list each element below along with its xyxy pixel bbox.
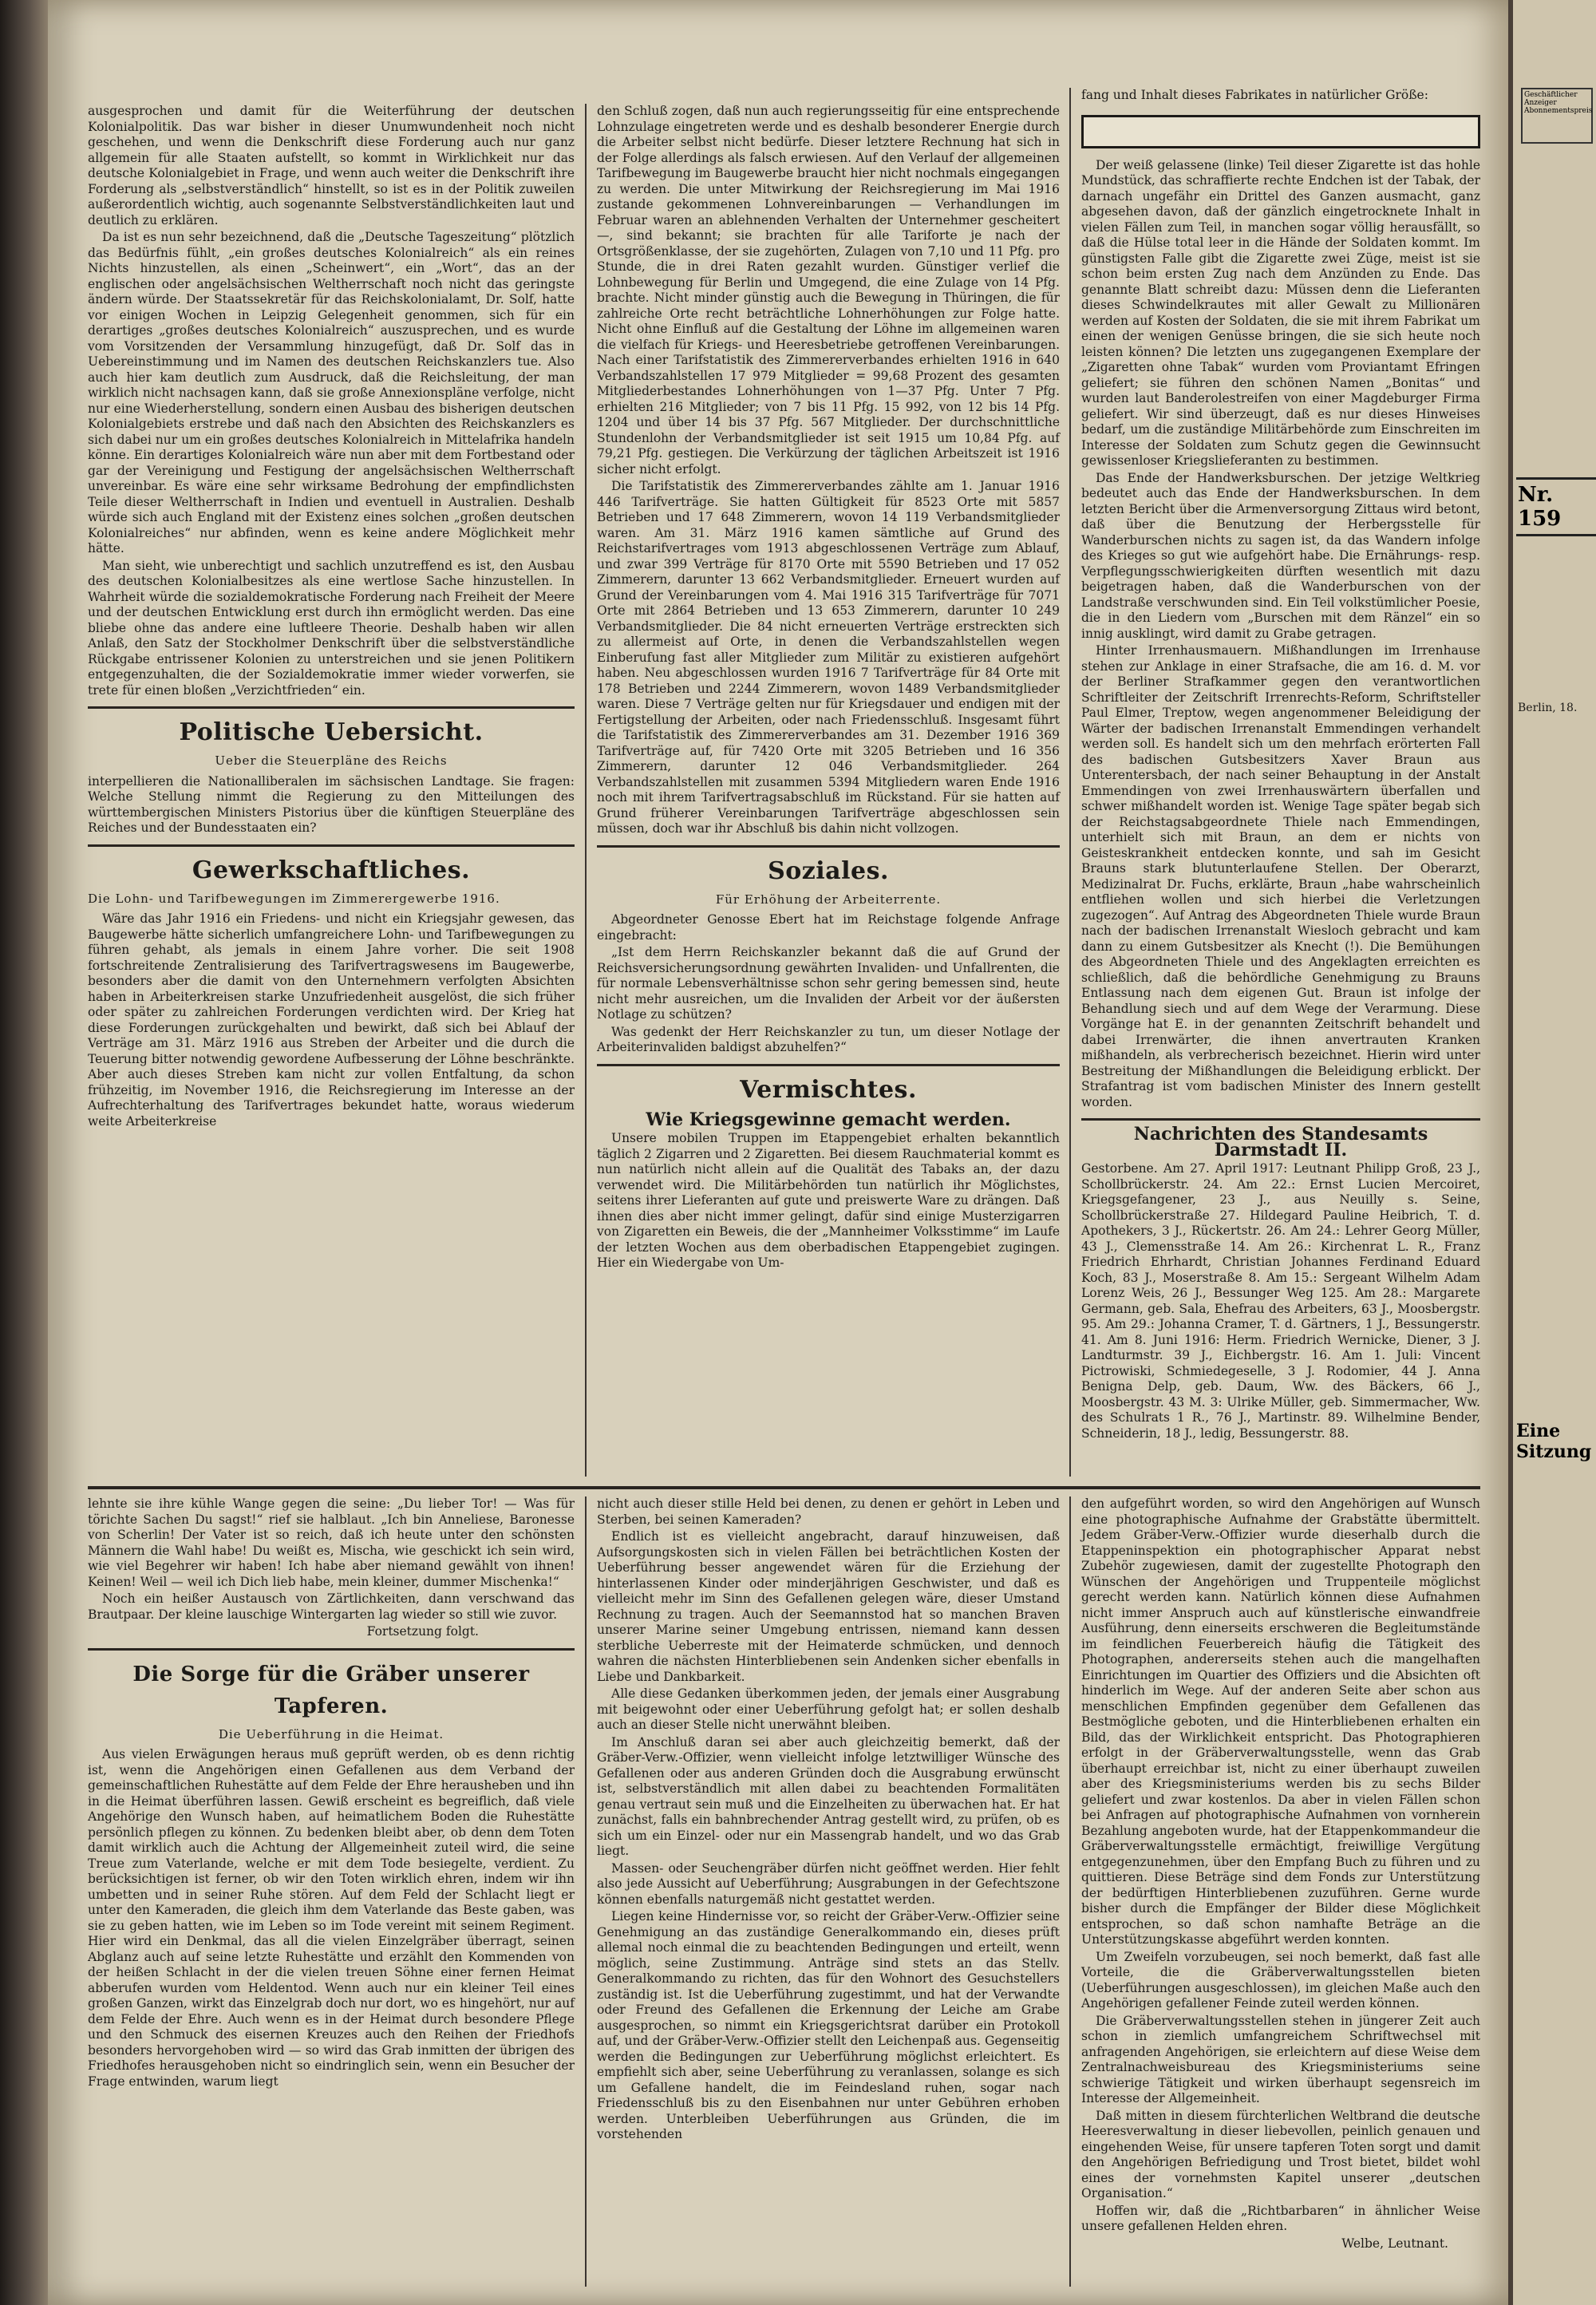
article-text: Endlich ist es vielleicht angebracht, darauf hinzuweisen, daß Aufsorgungskosten sich in vielen Fällen bei beträchtlichen Kosten der Ueberführung besser angewendet wären für die Erziehung der hinterlassenen Kinder oder minderjährigen Geschwister, und daß es vielleicht mehr im Sinn des Gefallenen gelegen wäre, dieser Umstand Rechnung zu tragen. Auch der Seemannstod hat so manchen Braven unserer Marine seiner Umgebung entrissen, niemand kann dessen sterbliche Ueberreste mit der Heimaterde schmücken, und dennoch wahren die nächsten Hinterbliebenen sein Andenken sicher ebenfalls in Liebe und Dankbarkeit. <box>597 1529 1060 1684</box>
column-divider <box>1069 1496 1071 2287</box>
article-text: Was gedenkt der Herr Reichskanzler zu tun, um dieser Notlage der Arbeiterinvaliden baldigst abzuhelfen?“ <box>597 1024 1060 1054</box>
author-signature: Welbe, Leutnant. <box>1341 2236 1448 2251</box>
divider <box>88 706 575 709</box>
article-text: Die Tarifstatistik des Zimmererverbandes zählte am 1. Januar 1916 446 Tarifverträge. Sie hatten Gültigkeit für 8523 Orte mit 5857 Betrieben und 17 648 Zimmerern, wovon 14 119 Verbandsmitglieder waren. Am 31. März 1916 kamen sämtliche auf Grund des Reichstarifvertrages vom 1913 abgeschlossenen Verträge zum Ablauf, und zwar 399 Verträge für 8170 Orte mit 5590 Betrieben und 17 052 Zimmerern, darunter 13 662 Verbandsmitglieder. Erneuert wurden auf Grund der Vereinbarungen vom 4. Mai 1916 315 Tarifverträge für 7071 Orte mit 2864 Betrieben und 13 653 Zimmerern, darunter 10 249 Verbandsmitglieder. Die 84 nicht erneuerten Verträge erstreckten sich zu allermeist auf Orte, in denen die Verbandszahlstellen wegen Einberufung fast aller Mitglieder zum Militär zu existieren aufgehört haben. Neu abgeschlossen wurden 1916 7 Tarifverträge für 84 Orte mit 178 Betrieben und 2244 Zimmerern, wovon 1489 Verbandsmitglieder waren. Diese 7 Verträge gelten nur für Kriegsdauer und endigen mit der Fertigstellung der Arbeiten, oder nach Friedensschluß. Insgesamt führt die Tarifstatistik des Zimmererverbandes am 31. Dezember 1916 369 Tarifverträge auf, für 7420 Orte mit 3205 Betrieben und 16 356 Zimmerern, darunter 12 046 Verbandsmitglieder. 264 Verbandszahlstellen mit zusammen 5394 Mitgliedern waren Ende 1916 noch mit ihrem Tarifvertragsabschluß im Rückstand. Für sie hatten auf Grund früherer Vereinbarungen Tarifverträge abgeschlossen sein müssen, doch war ihr Abschluß bis dahin nicht vollzogen. <box>597 479 1060 836</box>
section-heading-standesamt: Nachrichten des Standesamts Darmstadt II. <box>1133 1124 1428 1160</box>
article-text: Man sieht, wie unberechtigt und sachlich unzutreffend es ist, den Ausbau des deutschen Kolonialbesitzes als eine wertlose Sache hinzustellen. In Wahrheit würde die sozialdemokratische Forderung nach Freiheit der Meere und der deutschen Entwicklung erst durch ihn ermöglicht werden. Das eine bliebe ohne das andere eine luftleere Theorie. Deshalb haben wir allen Anlaß, den Satz der Stockholmer Denkschrift über die selbstverständliche Rückgabe entrissener Kolonien zu unterstreichen und sie jenen Politikern entgegenzuhalten, die der Sozialdemokratie immer wieder vorwerfen, sie trete für einen bloßen „Verzichtfrieden“ ein. <box>88 558 575 698</box>
issue-number: Nr. 159 <box>1516 477 1596 536</box>
article-text: Der weiß gelassene (linke) Teil dieser Zigarette ist das hohle Mundstück, das schraffierte rechte Endchen ist der Tabak, der darnach ungefähr ein Drittel des Ganzen ausmacht, ganz abgesehen davon, daß der gänzlich eingetrocknete Inhalt in vielen Fällen zum Teil, in manchen sogar völlig herausfällt, so daß die Hülse total leer in die Hände der Soldaten kommt. Im günstigsten Falle gibt die Zigarette zwei Züge, meist ist sie schon beim ersten Zug nach dem Anzünden zu Ende. Das genannte Blatt schreibt dazu: Müssen denn die Lieferanten dieses Schwindelkrautes mit aller Gewalt zu Millionären werden auf Kosten der Soldaten, die sie mit ihrem Fabrikat um einen der wenigen Genüsse bringen, die sie sich heute noch leisten können? Die letzten uns zugegangenen Exemplare der „Zigaretten ohne Tabak“ wurden vom Proviantamt Efringen geliefert; sie führen den schönen Namen „Bonitas“ und wurden laut Banderolestreifen von einer Magdeburger Firma geliefert. Wir sind überzeugt, daß es nur dieses Hinweises bedarf, um die zuständige Militärbehörde zum Einschreiten im Interesse der Soldaten zum Schutz gegen die Gewinnsucht gewissenloser Kriegslieferanten zu bestimmen. <box>1081 157 1480 468</box>
section-heading-gewerkschaft: Gewerkschaftliches. <box>192 856 471 884</box>
article-text: Die Gräberverwaltungsstellen stehen in jüngerer Zeit auch schon in ziemlich umfangreichem Schriftwechsel mit anfragenden Angehörigen, sie erleichtern auf diese Weise dem Zentralnachweisbureau des Kriegsministeriums seine schwierige Tätigkeit und wirken überhaupt segensreich im Interesse der Allgemeinheit. <box>1081 2013 1480 2105</box>
divider <box>597 845 1060 848</box>
article-text: Aus vielen Erwägungen heraus muß geprüft werden, ob es denn richtig ist, wenn die Angehörigen einen Gefallenen aus dem Verband der gemeinschaftlichen Ruhestätte auf dem Felde der Ehre herausheben und ihn in die Heimat überführen lassen. Gewiß erscheint es begreiflich, daß viele Angehörige den Wunsch haben, auf heimatlichem Boden die Ruhestätte persönlich pflegen zu können. Zu bedenken bleibt aber, ob denn dem Toten damit wirklich auch die Achtung der Allgemeinheit zuteil wird, die seine Treue zum Vaterlande, welche er mit dem Tode besiegelte, verdient. Zu berücksichtigen ist ferner, ob wir den Toten wirklich ehren, indem wir ihn umbetten und in seiner Ruhe stören. Auf dem Feld der Schlacht liegt er unter den Kameraden, die gleich ihm dem Vaterlande das Beste gaben, was sie zu geben hatten, wie im Leben so im Tode vereint mit seinem Regiment. Hier wird ein Denkmal, das all die vielen Einzelgräber überragt, seinen Abglanz auch auf seine letzte Ruhestätte und erzählt den Kommenden von der heißen Schlacht in der die vielen treuen Söhne einer fernen Heimat abberufen wurden vom Heldentod. Wenn auch nur ein kleiner Teil eines großen Ganzen, wirkt das Einzelgrab doch nur dort, wo es hingehört, nur auf dem Felde der Ehre. Auch wenn es in der Heimat durch besondere Pflege und den Schmuck des eisernen Kreuzes auch den Reihen der Friedhofs besonders hervorgehoben wird — so wird das Grab inmitten der übrigen des Friedhofes herausgehoben nicht so eindringlich sein, wenn ein Besucher der Frage entwinden, warum liegt <box>88 1747 575 2089</box>
article-text: Das Ende der Handwerksburschen. Der jetzige Weltkrieg bedeutet auch das Ende der Handwerksburschen. In dem letzten Bericht über die Armenversorgung Zittaus wird betont, daß über die Benutzung der Herbergsstelle für Wanderburschen nichts zu sagen ist, da das Wandern infolge des Krieges so gut wie aufgehört habe. Die Ernährungs- resp. Verpflegungsschwierigkeiten dürften wesentlich mit dazu beigetragen haben, daß die Wanderburschen von der Landstraße verschwunden sind. Ein Teil volkstümlicher Poesie, die in den Liedern vom „Burschen mit dem Ränzel“ ein so innig ausklingt, wird damit zu Grabe getragen. <box>1081 470 1480 641</box>
lower-column-3 <box>1081 1496 1480 2252</box>
divider <box>88 844 575 847</box>
divider <box>88 1648 575 1651</box>
newspaper-page <box>48 0 1508 2305</box>
subheading: Die Ueberführung in die Heimat. <box>218 1726 444 1742</box>
subheading: Für Erhöhung der Arbeiterrente. <box>715 892 942 907</box>
article-text: interpellieren die Nationalliberalen im sächsischen Landtage. Sie fragen: Welche Stellung nimmt die Regierung zu den Mitteilungen des württembergischen Ministers Pistorius über die künftigen Steuerpläne des Reiches und der Bundesstaaten ein? <box>88 773 575 835</box>
article-text: Wäre das Jahr 1916 ein Friedens- und nicht ein Kriegsjahr gewesen, das Baugewerbe hätte sicherlich umfangreichere Lohn- und Tarifbewegungen zu führen gehabt, als jemals in einem Jahre vorher. Die seit 1908 fortschreitende Zentralisierung des Tarifvertragswesens im Baugewerbe, besonders aber die damit von den Unternehmern verfolgten Absichten haben in Arbeiterkreisen starke Unzufriedenheit ausgelöst, die sich früher oder später zu zahlreichen Forderungen verdichten wird. Der Krieg hat diese Forderungen zurückgehalten und bewirkt, daß sich bei Ablauf der Verträge am 31. März 1916 aus Streben der Arbeiter und die durch die Teuerung bitter notwendig gewordene Aufbesserung der Löhne beschränkte. Aber auch dieses Streben kam nicht zur vollen Entfaltung, da schon frühzeitig, im November 1916, die Reichsregierung im Interesse an der Aufrechterhaltung des Tarifvertrages bekundet hatte, woraus wiederum weite Arbeiterkreise <box>88 911 575 1129</box>
article-text: ausgesprochen und damit für die Weiterführung der deutschen Kolonialpolitik. Das war bisher in dieser Unumwundenheit noch nicht geschehen, und wenn die Denkschrift diese Forderung auch nur ganz allgemein für alle Staaten aufstellt, so kommt in Wirklichkeit nur das deutsche Kolonialgebiet in Frage, und wenn auch weiter die Denkschrift ihre Forderung als „selbstverständlich“ hinstellt, so ist es in der Politik zuweilen außerordentlich wichtig, auch sogenannte Selbstverständlichkeiten laut und deutlich zu erklären. <box>88 104 575 227</box>
divider <box>597 1064 1060 1066</box>
cigarette-illustration <box>1081 115 1480 148</box>
article-text: den aufgeführt worden, so wird den Angehörigen auf Wunsch eine photographische Aufnahme der Grabstätte übermittelt. Jedem Gräber-Verw.-Offizier wurde dieserhalb durch die Etappeninspektion ein photographischer Apparat nebst Zubehör zugewiesen, damit der zugestellte Photograph den Wünschen der Angehörigen und Truppenteile möglichst gerecht werden kann. Natürlich können diese Aufnahmen nicht immer Anspruch auch auf künstlerische einwandfreie Ausführung, denn einerseits erschweren die Begleitumstände im feindlichen Feuerbereich häufig die Tätigkeit des Photographen, andererseits stehen auch die mangelhaften Einrichtungen im Quartier des Offiziers und die Absichten oft hinderlich im Wege. Auf der anderen Seite aber schon aus menschlichen Empfinden gegenüber dem Gefallenen das Bestmögliche geboten, und die Hinterbliebenen erhalten ein Bild, das der Wirklichkeit entspricht. Das Photographieren erfolgt in der Gräberverwaltungsstelle, wenn das Grab überhaupt erreichbar ist, nicht zu einer überhaupt zuweilen aber des Kriegsministeriums werden bis zu sechs Bilder geliefert und zwar kostenlos. Da aber in vielen Fällen schon bei Anfragen auf photographische Aufnahmen von vornherein Bezahlung angeboten wurde, hat der Etappenkommandeur die Gräberverwaltungsstelle ermächtigt, freiwillige Vergütung entgegenzunehmen, über den Empfang Buch zu führen und zu quittieren. Diese Beträge sind dem Fonds zur Unterstützung der bedürftigen Hinterbliebenen zuzuführen. Gerne wurde bisher durch die Empfänger der Bilder diese Möglichkeit entsprochen, so daß schon namhafte Beträge an die Unterstützungskasse abgeführt werden konnten. <box>1081 1496 1480 1947</box>
adjacent-page <box>1508 0 1596 2305</box>
column-divider <box>585 104 587 1477</box>
article-text: Unsere mobilen Truppen im Etappengebiet erhalten bekanntlich täglich 2 Zigarren und 2 Zigaretten. Bei diesem Rauchmaterial kommt es nun natürlich nicht allein auf die Qualität des Tabaks an, der dazu verwendet wird. Die Militärbehörden tun natürlich ihr Möglichstes, seitens ihrer Lieferanten auf gute und preiswerte Ware zu drängen. Daß ihnen dies aber nicht immer gelingt, dafür sind einige Musterzigarren von Zigaretten ein Beweis, die der „Mannheimer Volksstimme“ im Laufe der letzten Wochen aus dem oberbadischen Etappengebiet zugingen. Hier ein Wiedergabe von Um- <box>597 1131 1060 1270</box>
column-divider <box>585 1496 587 2287</box>
subheading: Wie Kriegsgewinne gemacht werden. <box>646 1109 1011 1130</box>
article-text: Noch ein heißer Austausch von Zärtlichkeiten, dann verschwand das Brautpaar. Der kleine lauschige Wintergarten lag wieder so still wie zuvor. <box>88 1591 575 1622</box>
adjacent-page-box: Geschäftlicher Anzeiger Abonnementspreis <box>1521 88 1593 144</box>
article-text: Gestorbene. Am 27. April 1917: Leutnant Philipp Groß, 23 J., Schollbrückerstr. 24. Am 22.: Ernst Lucien Mercoiret, Kriegsgefangener, 23 J., aus Neuilly s. Seine, Schollbrückerstraße 27. Hildegard Pauline Heibrich, T. d. Apothekers, 3 J., Rückertstr. 26. Am 24.: Lehrer Georg Müller, 43 J., Clemensstraße 14. Am 26.: Kirchenrat L. R., Franz Friedrich Ehrhardt, Christian Johannes Ferdinand Eduard Koch, 83 J., Moserstraße 8. Am 15.: Sergeant Wilhelm Adam Lorenz Weis, 26 J., Bessunger Weg 125. Am 28.: Margarete Germann, geb. Sala, Ehefrau des Arbeiters, 63 J., Moosbergstr. 95. Am 29.: Johanna Cramer, T. d. Gärtners, 1 J., Bessungerstr. 41. Am 8. Juni 1916: Herm. Friedrich Wernicke, Diener, 3 J. Landturmstr. 39 J., Eichbergstr. 16. Am 1. Juli: Vincent Pictrowiski, Schmiedegeselle, 3 J. Rodomier, 44 J. Anna Benigna Delp, geb. Daum, Ww. des Bäckers, 66 J., Moosbergstr. 43 M. 3: Ulrike Müller, geb. Simmermacher, Ww. des Schulrats 1 R., 76 J., Martinstr. 89. Wilhelmine Bender, Schneiderin, 18 J., ledig, Bessungerstr. 88. <box>1081 1161 1480 1441</box>
article-text: Um Zweifeln vorzubeugen, sei noch bemerkt, daß fast alle Vorteile, die die Gräberverwaltungsstellen bieten (Ueberführungen ausgeschlossen), im gleichen Maße auch den Angehörigen gefallener Feinde zuteil werden können. <box>1081 1949 1480 2010</box>
article-text: Im Anschluß daran sei aber auch gleichzeitig bemerkt, daß der Gräber-Verw.-Offizier, wenn vielleicht infolge letztwilliger Wünsche des Gefallenen oder aus anderen Gründen doch die Ausgrabung erwünscht ist, selbstverständlich mit allen dabei zu beachtenden Formalitäten genau vertraut sein muß und die Einzelheiten zu überwachen hat. Er hat zunächst, falls ein bahnbrechender Antrag gestellt wird, zu prüfen, ob es sich um ein Einzel- oder nur ein Massengrab handelt, und wo das Grab liegt. <box>597 1734 1060 1858</box>
article-text: Hinter Irrenhausmauern. Mißhandlungen im Irrenhause stehen zur Anklage in einer Strafsache, die am 16. d. M. vor der Berliner Strafkammer gegen den verantwortlichen Schriftleiter der Zeitschrift Irrenrechts-Reform, Schriftsteller Paul Elmer, Treptow, wegen angenommener Beleidigung der Wärter der badischen Irrenanstalt Emmendingen verhandelt werden soll. Es handelt sich um den mehrfach erörterten Fall des badischen Gutsbesitzers Xaver Braun aus Unterentersbach, der nach seiner Behauptung in der Anstalt Emmendingen von zwei Irrenhauswärtern überfallen und schwer mißhandelt worden ist. Wenige Tage später begab sich der Reichstagsabgeordnete Thiele nach Emmendingen, unterhielt sich mit Braun, an dem er nichts von Geisteskrankheit entdecken konnte, und sah im Gesicht Brauns stark blutunterlaufene Stellen. Der Oberarzt, Medizinalrat Dr. Fuchs, erklärte, Braun „habe wahrscheinlich entfliehen wollen und sich hierbei die Verletzungen zugezogen“. Auf Antrag des Abgeordneten Thiele wurde Braun nach der badischen Irrenanstalt Wiesloch gebracht und kam dann zu einem Gutsbesitzer als Knecht (!). Die Bemühungen des Abgeordneten Thiele und des Angeklagten erreichten es schließlich, daß die behördliche Genehmigung zu Brauns Entlassung nach dem eigenen Gut. Braun ist infolge der Behandlung siech und auf dem Wege der Verarmung. Diese Vorgänge hat E. in der genannten Zeitschrift behandelt und dabei Irrenwärter, die ihnen anvertrauten Kranken mißhandeln, als verbrecherisch bezeichnet. Hierin wird unter Bestreitung der Mißhandlungen die Beleidigung erblickt. Der Strafantrag ist vom badischen Minister des Innern gestellt worden. <box>1081 643 1480 1109</box>
article-text: „Ist dem Herrn Reichskanzler bekannt daß die auf Grund der Reichsversicherungsordnung gewährten Invaliden- und Unfallrenten, die für normale Lebensverhältnisse schon sehr gering bemessen sind, heute nicht mehr ausreichen, um die Invaliden der Arbeit vor der äußersten Notlage zu schützen? <box>597 945 1060 1022</box>
section-heading-politik: Politische Uebersicht. <box>179 718 484 746</box>
article-text: Abgeordneter Genosse Ebert hat im Reichstage folgende Anfrage eingebracht: <box>597 912 1060 943</box>
continuation-note: Fortsetzung folgt. <box>366 1624 479 1639</box>
subheading: Ueber die Steuerpläne des Reichs <box>215 753 448 768</box>
article-text: Massen- oder Seuchengräber dürfen nicht geöffnet werden. Hier fehlt also jede Aussicht auf Ueberführung; Ausgrabungen in der Gefechtszone können ebenfalls naturgemäß nicht gestattet werden. <box>597 1860 1060 1907</box>
article-text: fang und Inhalt dieses Fabrikates in natürlicher Größe: <box>1081 88 1428 102</box>
book-binding-edge <box>0 0 48 2305</box>
column-1 <box>88 104 575 1131</box>
article-text: Hoffen wir, daß die „Richtbarbaren“ in ähnlicher Weise unsere gefallenen Helden ehren. <box>1081 2203 1480 2233</box>
section-heading-graeber: Die Sorge für die Gräber unserer Tapferen. <box>132 1662 530 1718</box>
article-text: nicht auch dieser stille Held bei denen, zu denen er gehört in Leben und Sterben, bei seinen Kameraden? <box>597 1496 1060 1527</box>
article-text: Daß mitten in diesem fürchterlichen Weltbrand die deutsche Heeresverwaltung in dieser liebevollen, peinlich genauen und eingehenden Weise, für unsere tapferen Toten sorgt und damit den Angehörigen Befriedigung und Trost bietet, bildet wohl eines der vornehmsten Kapitel unserer „deutschen Organisation.“ <box>1081 2108 1480 2200</box>
subheading: Die Lohn- und Tarifbewegungen im Zimmerergewerbe 1916. <box>88 891 500 906</box>
article-text: Liegen keine Hindernisse vor, so reicht der Gräber-Verw.-Offizier seine Genehmigung an das zuständige Generalkommando ein, dieses prüft allemal noch einmal die zu beachtenden Bedingungen und erteilt, wenn möglich, seine Zustimmung. Anträge sind stets an das Stellv. Generalkommando zu richten, das für den Wohnort des Gesuchstellers zuständig ist. Ist die Ueberführung zugestimmt, und hat der Verwandte oder Freund des Gefallenen die Erkennung der Leiche am Grabe ausgesprochen, so nimmt ein Kriegsgerichtsrat darüber ein Protokoll auf, und der Gräber-Verw.-Offizier stellt den Leichenpaß aus. Gegenseitig werden die Bedingungen zur Ueberführung möglichst erleichtert. Es empfiehlt sich aber, seine Ueberführung zu veranlassen, solange es sich um Gefallene handelt, die im Feindesland ruhen, sogar nach Friedensschluß bis zu den Eisenbahnen nur unter Gebühren erhoben werden. Unterbleiben Ueberführungen aus Gründen, die im vorstehenden <box>597 1909 1060 2141</box>
column-2 <box>597 104 1060 1273</box>
lower-column-1 <box>88 1496 575 2091</box>
column-3 <box>1081 88 1480 1443</box>
divider <box>1081 1118 1480 1121</box>
section-heading-vermischtes: Vermischtes. <box>740 1075 917 1104</box>
article-text: Alle diese Gedanken überkommen jeden, der jemals einer Ausgrabung mit beigewohnt oder einer Ueberführung gefolgt hat; er sollen deshalb auch an dieser Stelle nicht unerwähnt bleiben. <box>597 1686 1060 1732</box>
column-divider <box>1069 88 1071 1477</box>
adjacent-page-heading: Eine Sitzung <box>1516 1421 1592 1462</box>
section-heading-soziales: Soziales. <box>768 856 889 885</box>
article-text: Da ist es nun sehr bezeichnend, daß die „Deutsche Tageszeitung“ plötzlich das Bedürfnis fühlt, „ein großes deutsches Kolonialreich“ als ein reines Nichts hinzustellen, als einen „Scheinwert“, ein „Wort“, das an der englischen oder angelsächsischen Weltherrschaft noch nicht das geringste ändern würde. Der Staatssekretär für das Reichskolonialamt, Dr. Solf, hatte vor einigen Wochen in Leipzig Gelegenheit genommen, sich für ein derartiges „großes deutsches Kolonialreich“ auszusprechen, und es wurde vom Vorsitzenden der Versammlung hinzugefügt, daß Dr. Solf das in Uebereinstimmung und im Namen des deutschen Reichskanzlers tue. Also auch hier kam deutlich zum Ausdruck, daß die Reichsleitung, der man wirklich nicht nachsagen kann, daß sie große Annexionspläne verfolge, nicht nur eine Wiederherstellung, sondern einen Ausbau des bisherigen deutschen Kolonialgebiets erstrebe und daß nach den Absichten des Reichskanzlers es sich dabei nur um ein großes deutsches Kolonialreich in Mittelafrika handeln könne. Ein derartiges Kolonialreich wäre nun aber mit dem Fortbestand oder gar der Vereinigung und Festigung der angelsächsischen Weltherrschaft unvereinbar. Es wäre eine sehr wirksame Bedrohung der empfindlichsten Teile dieser Weltherrschaft in Indien und eventuell in Australien. Deshalb würde sich auch England mit der Existenz eines solchen „großen deutschen Kolonialreiches“ nur abfinden, wenn es keine andere Möglichkeit mehr hätte. <box>88 230 575 555</box>
feuilleton-divider <box>88 1486 1480 1489</box>
lower-column-2 <box>597 1496 1060 2145</box>
article-text: lehnte sie ihre kühle Wange gegen die seine: „Du lieber Tor! — Was für törichte Sachen Du sagst!“ rief sie halblaut. „Ich bin Anneliese, Baronesse von Scherlin! Der Vater ist so reich, daß ich heute unter den schönsten Männern die Wahl habe! Du weißt es, Mischa, wie geschickt ich sein wird, wie viel Begehrer wir haben! Ich habe aber niemand gewählt von ihnen! Keinen! Weil — weil ich Dich lieb habe, mein kleiner, dummer Mischenka!“ <box>88 1496 575 1589</box>
article-text: den Schluß zogen, daß nun auch regierungsseitig für eine entsprechende Lohnzulage eingetreten werde und es deshalb besonderer Energie durch die Arbeiter selbst nicht bedürfe. Dieser letztere Rechnung hat sich in der Folge allerdings als falsch erwiesen. Auf den Verlauf der allgemeinen Tarifbewegung im Baugewerbe braucht hier nicht nochmals eingegangen zu werden. Die unter Mitwirkung der Reichsregierung im Mai 1916 zustande gekommenen Lohnvereinbarungen — Verhandlungen im Februar waren an ablehnenden Verhalten der Unternehmer gescheitert —, sind bekannt; sie brachten für alle Tariforte je nach der Ortsgrößenklasse, der sie zugehörten, Zulagen von 7,10 und 11 Pfg. pro Stunde, die in drei Raten gezahlt wurden. Günstiger verlief die Lohnbewegung für Berlin und Umgegend, die eine Zulage von 14 Pfg. brachte. Nicht minder günstig auch die Bewegung in Thüringen, die für zahlreiche Orte recht beträchtliche Lohnerhöhungen zur Folge hatte. Nicht ohne Einfluß auf die Gestaltung der Löhne im allgemeinen waren die vielfach für Kriegs- und Heeresbetriebe getroffenen Vereinbarungen. Nach einer Tarifstatistik des Zimmererverbandes erhielten 1916 in 640 Verbandszahlstellen 17 979 Mitglieder = 99,68 Prozent des gesamten Mitgliederbestandes Lohnerhöhungen von 1—37 Pfg. Unter 7 Pfg. erhielten 216 Mitglieder; von 7 bis 11 Pfg. 15 992, von 12 bis 14 Pfg. 1204 und über 14 bis 37 Pfg. 567 Mitglieder. Der durchschnittliche Stundenlohn der Verbandsmitglieder ist seit 1915 um 10,84 Pfg. auf 79,21 Pfg. gestiegen. Die Verkürzung der täglichen Arbeitszeit ist 1916 sicher nicht erfolgt. <box>597 104 1060 476</box>
adjacent-page-text: Berlin, 18. <box>1518 702 1578 714</box>
